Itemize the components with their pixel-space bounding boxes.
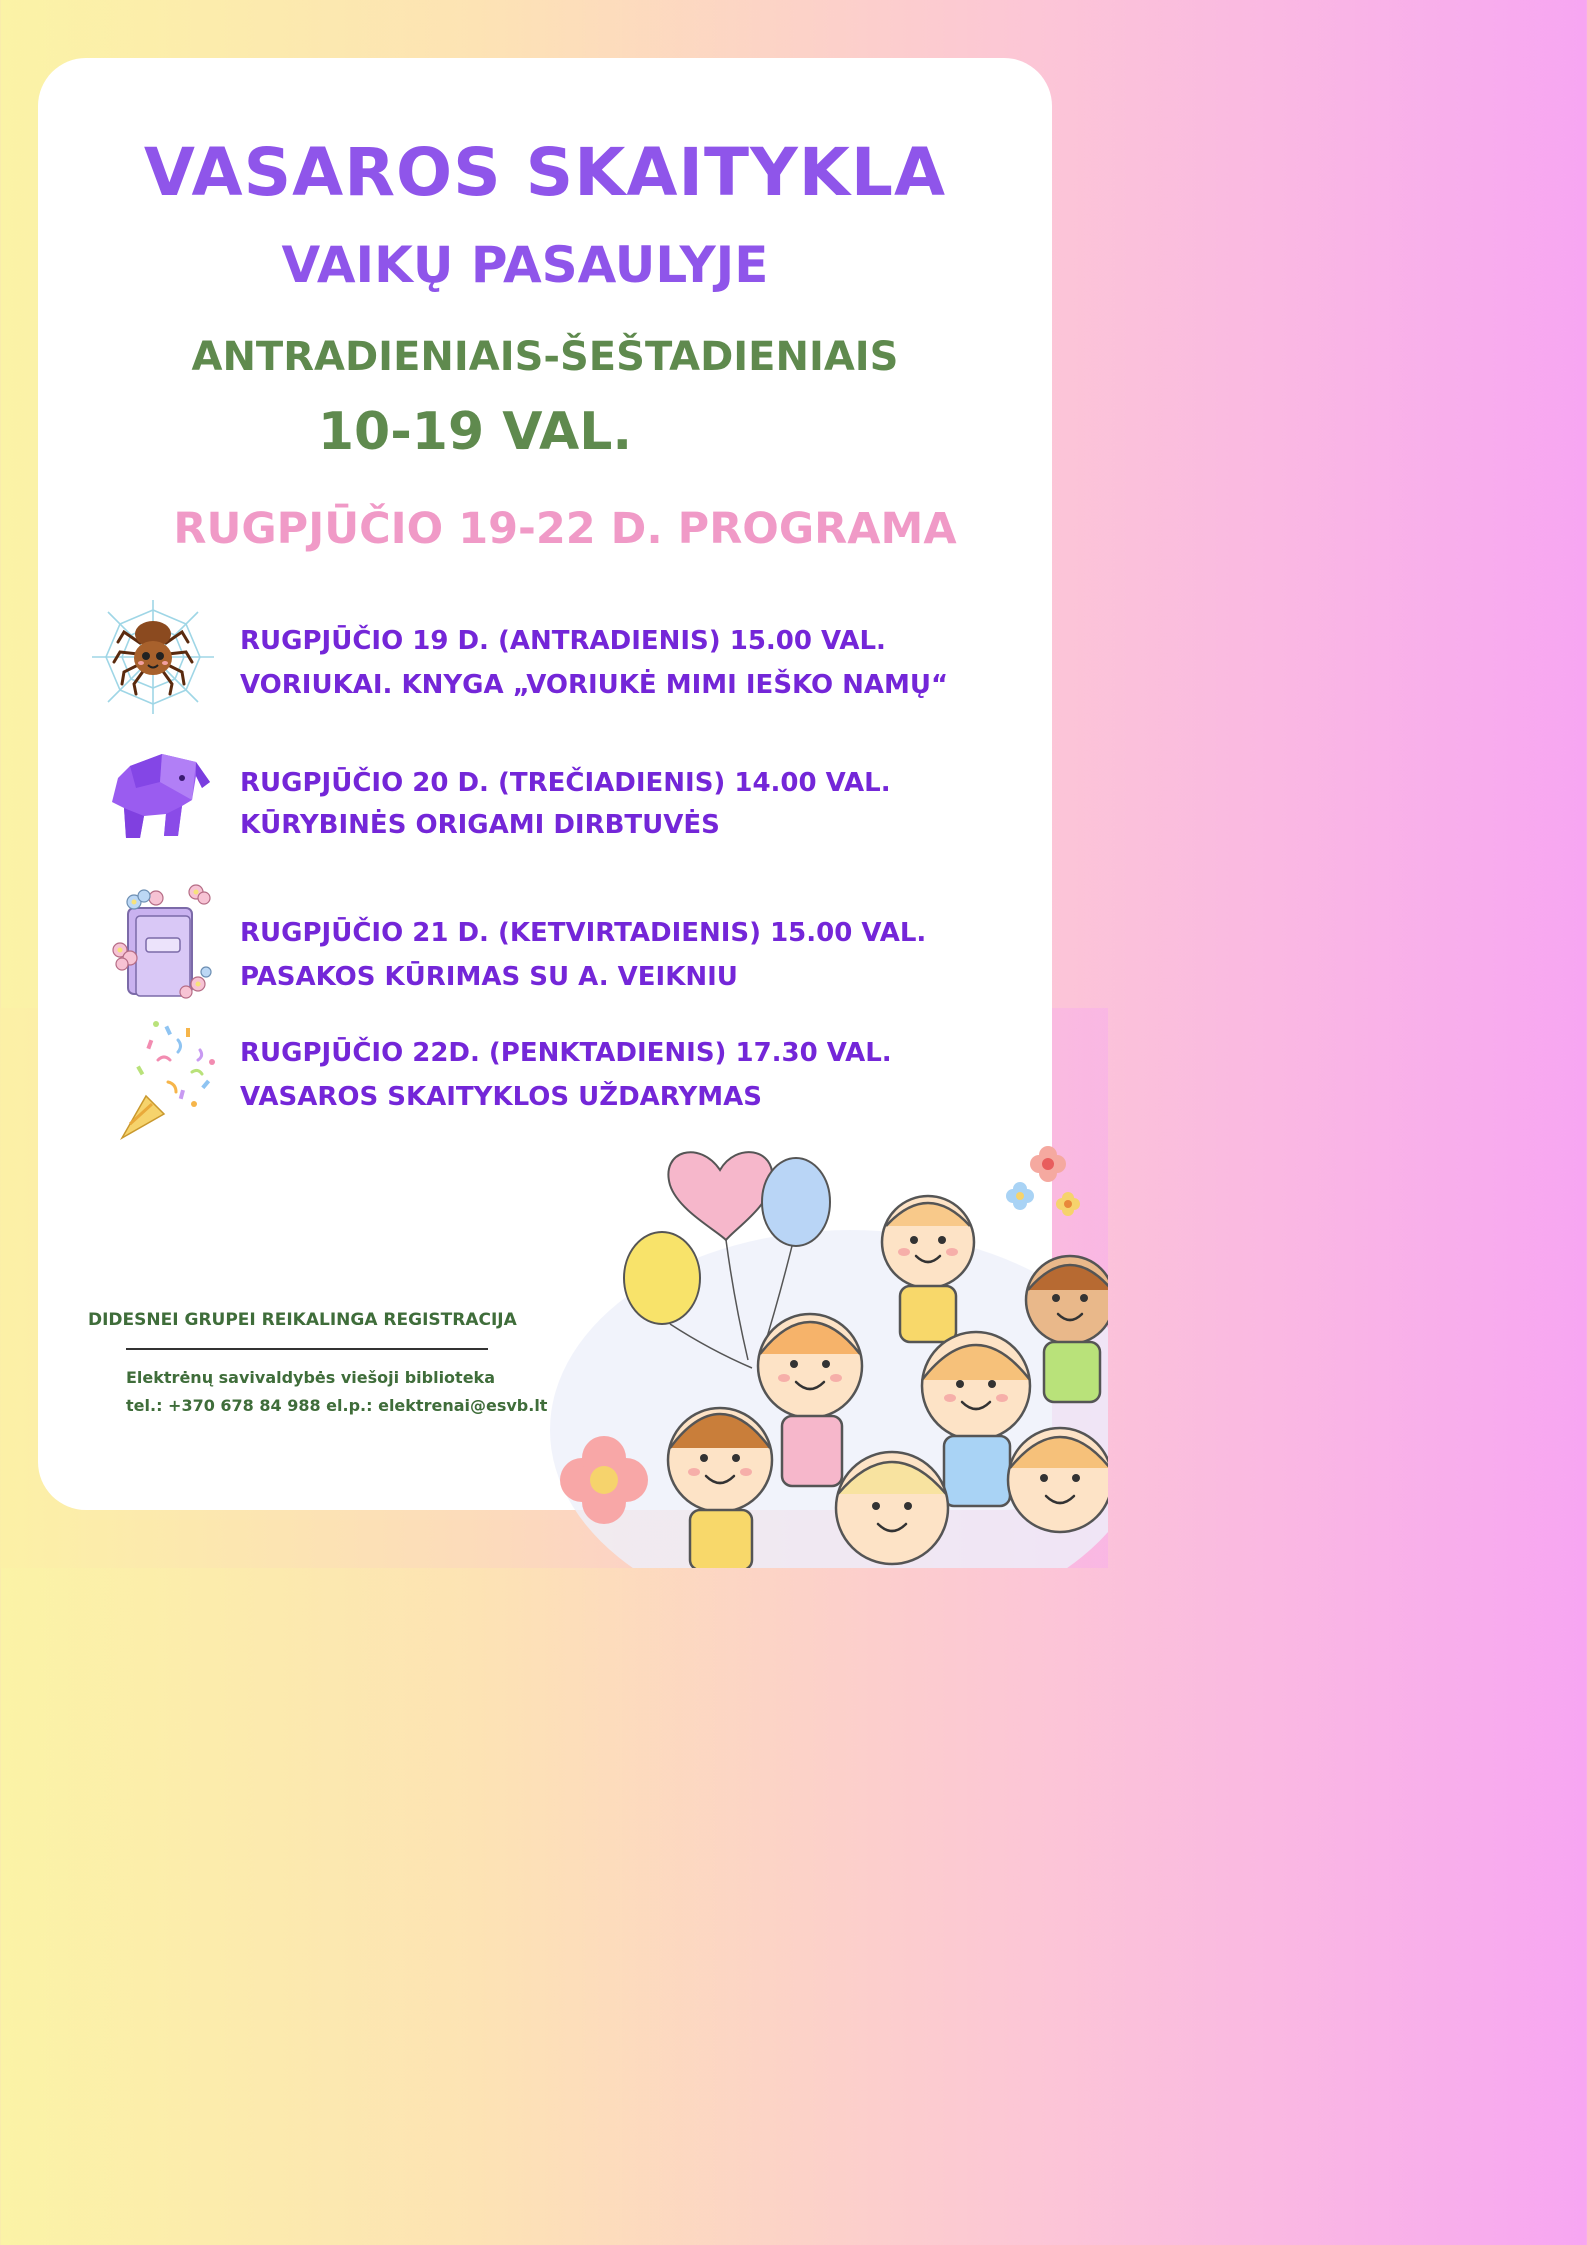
registration-note: DIDESNEI GRUPEI REIKALINGA REGISTRACIJA xyxy=(88,1310,517,1330)
poster-subtitle: VAIKŲ PASAULYJE xyxy=(281,236,769,294)
event-3-date: RUGPJŪČIO 21 D. (KETVIRTADIENIS) 15.00 VAL. xyxy=(240,918,927,948)
event-1-title: VORIUKAI. KNYGA „VORIUKĖ MIMI IEŠKO NAMŲ“ xyxy=(240,670,949,700)
confetti-popper-icon xyxy=(108,1020,228,1144)
library-contact: tel.: +370 678 84 988 el.p.: elektrenai@esvb.lt xyxy=(126,1396,548,1415)
event-4-title: VASAROS SKAITYKLOS UŽDARYMAS xyxy=(240,1082,762,1112)
event-1-date: RUGPJŪČIO 19 D. (ANTRADIENIS) 15.00 VAL. xyxy=(240,626,886,656)
schedule-days: ANTRADIENIAIS-ŠEŠTADIENIAIS xyxy=(191,334,899,380)
event-item-1 xyxy=(38,598,1052,728)
program-heading: RUGPJŪČIO 19-22 D. PROGRAMA xyxy=(173,504,957,554)
flower-book-icon xyxy=(100,880,220,1004)
poster-title: VASAROS SKAITYKLA xyxy=(143,134,947,211)
event-item-3 xyxy=(38,880,1052,1010)
event-2-date: RUGPJŪČIO 20 D. (TREČIADIENIS) 14.00 VAL. xyxy=(240,768,891,798)
children-balloons-illustration xyxy=(520,1130,1108,1568)
spider-icon xyxy=(90,598,216,716)
schedule-hours: 10-19 VAL. xyxy=(317,402,633,462)
event-item-2 xyxy=(38,748,1052,878)
event-3-title: PASAKOS KŪRIMAS SU A. VEIKNIU xyxy=(240,962,738,992)
event-4-date: RUGPJŪČIO 22D. (PENKTADIENIS) 17.30 VAL. xyxy=(240,1038,892,1068)
library-name: Elektrėnų savivaldybės viešoji biblioteka xyxy=(126,1368,495,1387)
event-2-title: KŪRYBINĖS ORIGAMI DIRBTUVĖS xyxy=(240,810,720,840)
footer-divider xyxy=(126,1348,488,1350)
origami-elephant-icon xyxy=(100,748,220,844)
